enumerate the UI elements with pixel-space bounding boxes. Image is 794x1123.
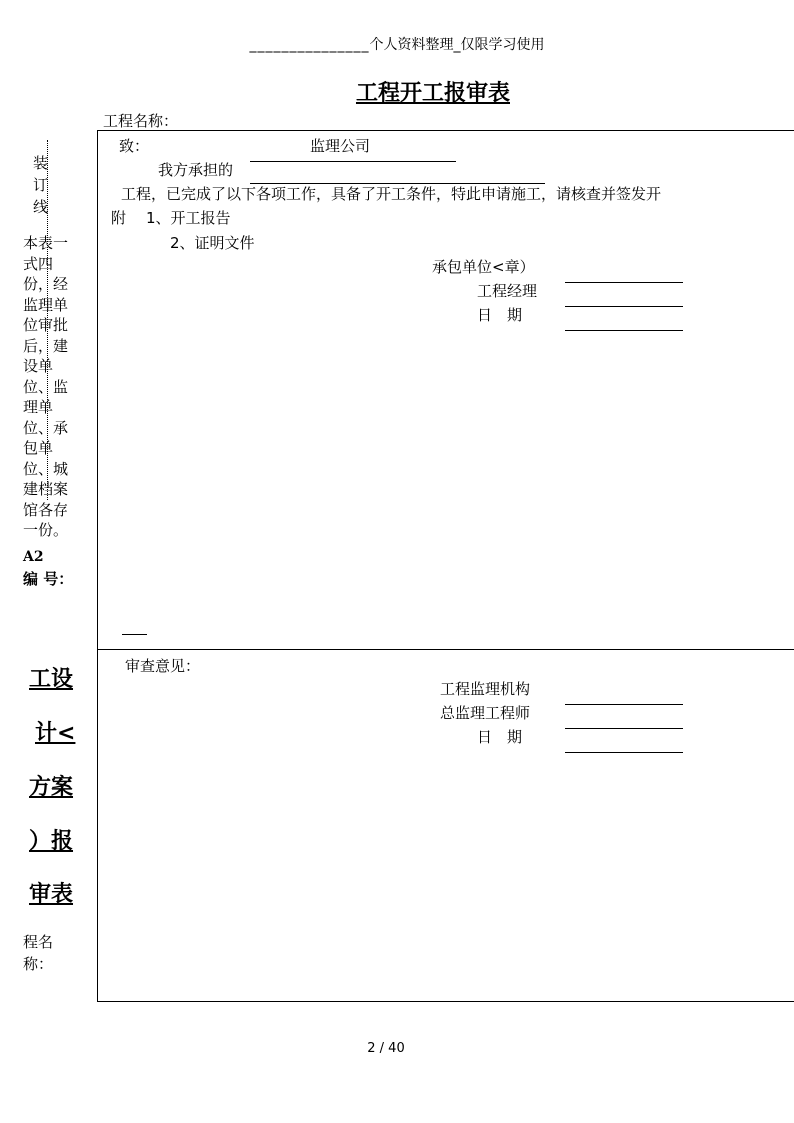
- side-title-line: 计<: [35, 721, 76, 746]
- date-label-2: 日 期: [477, 728, 523, 746]
- binding-char: 线: [33, 198, 49, 216]
- side-note: 本表一式四份，经监理单位审批后，建设单位、监理单位、承包单位、城建档案馆各存一份。: [23, 234, 69, 539]
- side-project-name: 程名称：: [23, 933, 54, 973]
- date-label: 日 期: [477, 306, 523, 324]
- form-code: A2: [23, 549, 44, 565]
- binding-label: [33, 152, 51, 218]
- binding-char: 订: [33, 176, 49, 194]
- side-title-line: 审表: [29, 882, 74, 907]
- date-line: [565, 330, 683, 331]
- date-line-2: [565, 752, 683, 753]
- page-number: 2 / 40: [367, 1041, 405, 1056]
- project-manager-line: [565, 306, 683, 307]
- supervisor-company: 监理公司: [310, 137, 371, 155]
- number-label: 编 号：: [23, 570, 74, 588]
- supervision-org-line: [565, 704, 683, 705]
- header-text: 个人资料整理_仅限学习使用: [369, 37, 545, 53]
- attach-item-2: 2、证明文件: [170, 234, 255, 252]
- document-title: 工程开工报审表: [355, 80, 510, 106]
- review-label: 审查意见：: [125, 657, 201, 675]
- short-line: [122, 634, 147, 635]
- company-underline: [250, 161, 456, 162]
- side-title-line: 方案: [29, 775, 74, 800]
- project-name-label: 工程名称：: [103, 112, 179, 130]
- body-line: 工程，已完成了以下各项工作，具备了开工条件，特此申请施工，请核查并签发开: [121, 185, 662, 203]
- contractor-unit-line: [565, 282, 683, 283]
- form-divider: [97, 649, 794, 650]
- contractor-unit-label: 承包单位<章）: [432, 258, 535, 276]
- to-label: 致：: [119, 137, 150, 155]
- attach-label: 附: [111, 209, 127, 227]
- project-manager-label: 工程经理: [477, 282, 538, 300]
- header-dashes: _______________: [249, 37, 370, 53]
- attach-item-1: 1、开工报告: [146, 209, 231, 227]
- we-undertake-text: 我方承担的: [158, 161, 234, 179]
- chief-engineer-label: 总监理工程师: [440, 704, 531, 722]
- chief-engineer-line: [565, 728, 683, 729]
- binding-char: 装: [33, 154, 49, 172]
- side-title-line: 工设: [29, 667, 74, 692]
- supervision-org-label: 工程监理机构: [440, 680, 531, 698]
- page-header: [0, 34, 794, 54]
- side-title-line: ）报: [29, 829, 74, 854]
